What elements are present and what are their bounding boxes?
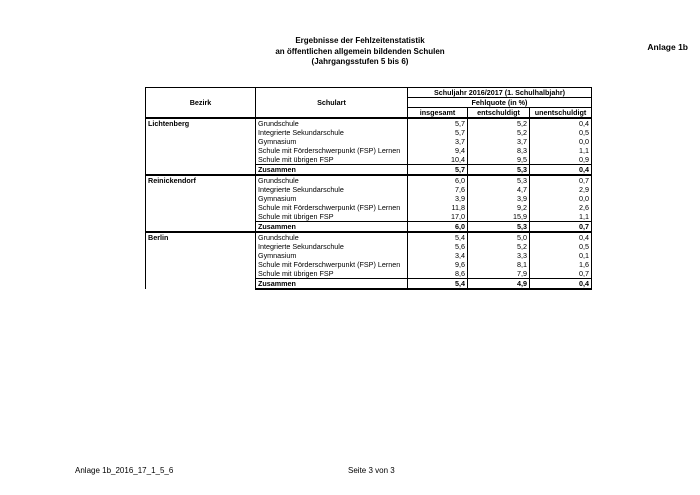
unentschuldigt-cell: 0,1 xyxy=(530,251,592,260)
unentschuldigt-cell: 0,7 xyxy=(530,269,592,279)
table-row xyxy=(146,175,592,185)
entschuldigt-cell: 3,3 xyxy=(468,251,530,260)
header-schuljahr: Schuljahr 2016/2017 (1. Schulhalbjahr) xyxy=(408,88,592,98)
unentschuldigt-cell: 0,5 xyxy=(530,128,592,137)
sum-label-cell: Zusammen xyxy=(256,222,408,233)
entschuldigt-cell: 15,9 xyxy=(468,212,530,222)
sum-label-cell: Zusammen xyxy=(256,279,408,290)
schulart-cell: Schule mit übrigen FSP xyxy=(256,269,408,279)
unentschuldigt-cell: 0,9 xyxy=(530,155,592,165)
insgesamt-cell: 7,6 xyxy=(408,185,468,194)
unentschuldigt-cell: 0,5 xyxy=(530,242,592,251)
sum-insgesamt-cell: 5,7 xyxy=(408,165,468,176)
unentschuldigt-cell: 1,1 xyxy=(530,212,592,222)
insgesamt-cell: 6,0 xyxy=(408,175,468,185)
table-row xyxy=(146,232,592,242)
entschuldigt-cell: 8,3 xyxy=(468,146,530,155)
header-bezirk: Bezirk xyxy=(146,88,256,119)
header-insgesamt: insgesamt xyxy=(408,108,468,119)
schulart-cell: Schule mit Förderschwerpunkt (FSP) Lernen xyxy=(256,146,408,155)
unentschuldigt-cell: 2,9 xyxy=(530,185,592,194)
schulart-cell: Integrierte Sekundarschule xyxy=(256,128,408,137)
entschuldigt-cell: 5,2 xyxy=(468,242,530,251)
footer-page-number: Seite 3 von 3 xyxy=(348,466,395,475)
bezirk-cell: Berlin xyxy=(146,232,256,289)
insgesamt-cell: 9,4 xyxy=(408,146,468,155)
schulart-cell: Schule mit Förderschwerpunkt (FSP) Lernen xyxy=(256,203,408,212)
entschuldigt-cell: 4,7 xyxy=(468,185,530,194)
anlage-label: Anlage 1b xyxy=(647,42,688,52)
sum-entschuldigt-cell: 5,3 xyxy=(468,165,530,176)
entschuldigt-cell: 3,7 xyxy=(468,137,530,146)
insgesamt-cell: 5,6 xyxy=(408,242,468,251)
insgesamt-cell: 3,7 xyxy=(408,137,468,146)
schulart-cell: Grundschule xyxy=(256,232,408,242)
insgesamt-cell: 10,4 xyxy=(408,155,468,165)
schulart-cell: Gymnasium xyxy=(256,194,408,203)
sum-unentschuldigt-cell: 0,4 xyxy=(530,279,592,290)
sum-insgesamt-cell: 5,4 xyxy=(408,279,468,290)
footer-filename: Anlage 1b_2016_17_1_5_6 xyxy=(75,466,174,475)
insgesamt-cell: 5,7 xyxy=(408,118,468,128)
schulart-cell: Gymnasium xyxy=(256,137,408,146)
sum-label-cell: Zusammen xyxy=(256,165,408,176)
document-title xyxy=(200,36,520,68)
unentschuldigt-cell: 0,4 xyxy=(530,118,592,128)
title-line-3: (Jahrgangsstufen 5 bis 6) xyxy=(311,57,409,66)
unentschuldigt-cell: 2,6 xyxy=(530,203,592,212)
bezirk-cell: Lichtenberg xyxy=(146,118,256,175)
sum-unentschuldigt-cell: 0,4 xyxy=(530,165,592,176)
insgesamt-cell: 3,9 xyxy=(408,194,468,203)
schulart-cell: Grundschule xyxy=(256,175,408,185)
sum-insgesamt-cell: 6,0 xyxy=(408,222,468,233)
title-line-1: Ergebnisse der Fehlzeitenstatistik xyxy=(295,36,425,45)
header-fehlquote: Fehlquote (in %) xyxy=(408,98,592,108)
insgesamt-cell: 17,0 xyxy=(408,212,468,222)
table-body xyxy=(146,88,592,290)
insgesamt-cell: 9,6 xyxy=(408,260,468,269)
schulart-cell: Schule mit übrigen FSP xyxy=(256,155,408,165)
unentschuldigt-cell: 0,4 xyxy=(530,232,592,242)
entschuldigt-cell: 5,2 xyxy=(468,118,530,128)
title-line-2: an öffentlichen allgemein bildenden Schulen xyxy=(275,46,445,56)
entschuldigt-cell: 3,9 xyxy=(468,194,530,203)
entschuldigt-cell: 8,1 xyxy=(468,260,530,269)
schulart-cell: Integrierte Sekundarschule xyxy=(256,242,408,251)
sum-entschuldigt-cell: 5,3 xyxy=(468,222,530,233)
header-schulart: Schulart xyxy=(256,88,408,119)
unentschuldigt-cell: 0,0 xyxy=(530,137,592,146)
schulart-cell: Integrierte Sekundarschule xyxy=(256,185,408,194)
unentschuldigt-cell: 1,1 xyxy=(530,146,592,155)
header-entschuldigt: entschuldigt xyxy=(468,108,530,119)
unentschuldigt-cell: 1,6 xyxy=(530,260,592,269)
entschuldigt-cell: 5,0 xyxy=(468,232,530,242)
schulart-cell: Grundschule xyxy=(256,118,408,128)
sum-unentschuldigt-cell: 0,7 xyxy=(530,222,592,233)
insgesamt-cell: 3,4 xyxy=(408,251,468,260)
header-row-1 xyxy=(146,88,592,98)
entschuldigt-cell: 9,2 xyxy=(468,203,530,212)
unentschuldigt-cell: 0,0 xyxy=(530,194,592,203)
entschuldigt-cell: 5,2 xyxy=(468,128,530,137)
entschuldigt-cell: 9,5 xyxy=(468,155,530,165)
header-unentschuldigt: unentschuldigt xyxy=(530,108,592,119)
insgesamt-cell: 11,8 xyxy=(408,203,468,212)
unentschuldigt-cell: 0,7 xyxy=(530,175,592,185)
schulart-cell: Schule mit Förderschwerpunkt (FSP) Lernen xyxy=(256,260,408,269)
sum-entschuldigt-cell: 4,9 xyxy=(468,279,530,290)
bezirk-cell: Reinickendorf xyxy=(146,175,256,232)
insgesamt-cell: 5,4 xyxy=(408,232,468,242)
entschuldigt-cell: 7,9 xyxy=(468,269,530,279)
insgesamt-cell: 8,6 xyxy=(408,269,468,279)
schulart-cell: Schule mit übrigen FSP xyxy=(256,212,408,222)
insgesamt-cell: 5,7 xyxy=(408,128,468,137)
entschuldigt-cell: 5,3 xyxy=(468,175,530,185)
schulart-cell: Gymnasium xyxy=(256,251,408,260)
absence-statistics-table xyxy=(145,87,592,290)
table-row xyxy=(146,118,592,128)
